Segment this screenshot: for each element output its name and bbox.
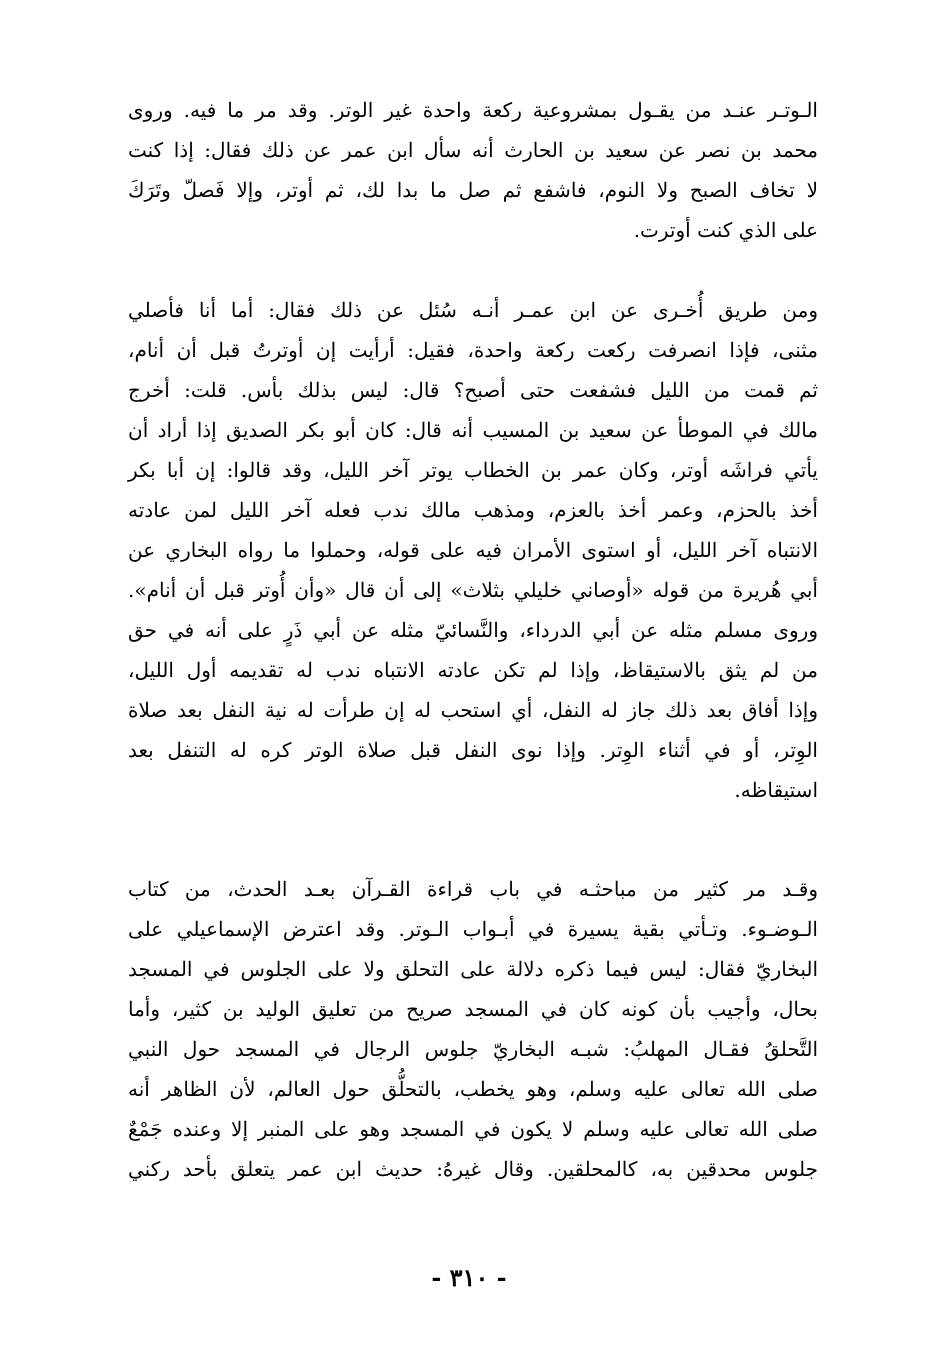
text-line: بحال، وأجيب بأن كونه كان في المسجد صريح من تعليق الوليد بن كثير، وأما: [128, 997, 818, 1021]
text-line: ثم قمت من الليل فشفعت حتى أصبح؟ قال: ليس بذلك بأس. قلت: أخرج: [128, 378, 818, 402]
text-line: لا تخاف الصبح ولا النوم، فاشفع ثم صل ما بدا لك، ثم أوتر، وإلا فَصلّ وتَرَكَ: [128, 178, 818, 202]
paragraph-2: [128, 290, 818, 810]
text-line: الوِتر، أو في أثناء الوِتر. وإذا نوى النفل قبل صلاة الوتر كره له التنفل بعد: [128, 738, 818, 762]
text-line: الانتباه آخر الليل، أو استوى الأمران فيه على قوله، وحملوا ما رواه البخاري عن: [128, 538, 818, 562]
text-line: مثنى، فإذا انصرفت ركعت ركعة واحدة، فقيل: أرأيت إن أوترتُ قبل أن أنام،: [128, 338, 818, 362]
text-line: وإذا أفاق بعد ذلك جاز له النفل، أي استحب له إن طرأت له نية النفل بعد صلاة: [128, 698, 818, 722]
text-line: مالك في الموطأ عن سعيد بن المسيب أنه قال: كان أبو بكر الصديق إذا أراد أن: [128, 418, 818, 442]
text-line: وروى مسلم مثله عن أبي الدرداء، والنَّسائيّ مثله عن أبي ذَرٍ على أنه في حق: [128, 618, 818, 642]
page-number: - ٣١٠ -: [431, 1263, 507, 1292]
text-line: من لم يثق بالاستيقاظ، وإذا لم تكن عادته الانتباه ندب له تقديمه أول الليل،: [128, 658, 818, 682]
text-line: أبي هُريرة من قوله «أوصاني خليلي بثلاث» إلى أن قال «وأن أُوتر قبل أن أنام».: [128, 578, 818, 602]
text-line: وقـد مر كثير من مباحثـه في باب قراءة القـرآن بعـد الحدث، من كتاب: [128, 877, 818, 901]
text-line: جلوس محدقين به، كالمحلقين. وقال غيرهُ: حديث ابن عمر يتعلق بأحد ركني: [128, 1157, 818, 1181]
text-line: أخذ بالحزم، وعمر أخذ بالعزم، ومذهب مالك ندب فعله آخر الليل لمن عادته: [128, 498, 818, 522]
paragraph-3: [128, 869, 818, 1189]
paragraph-1: [128, 90, 818, 250]
text-line: ومن طريق أُخـرى عن ابن عمـر أنـه سُئل عن ذلك فقال: أما أنا فأصلي: [128, 298, 818, 322]
text-line: صلى الله تعالى عليه وسلم، وهو يخطب، بالتحلُّق حول العالم، لأن الظاهر أنه: [128, 1077, 818, 1101]
text-line: محمد بن نصر عن سعيد بن الحارث أنه سأل ابن عمر عن ذلك فقال: إذا كنت: [128, 138, 818, 162]
text-line: على الذي كنت أوترت.: [633, 218, 818, 242]
text-line: الـوضـوء. وتـأتي بقية يسيرة في أبـواب الـوتر. وقد اعترض الإسماعيلي على: [128, 917, 818, 941]
text-line: استيقاظه.: [734, 778, 818, 802]
text-line: التَّحلقُ فقـال المهلبُ: شبـه البخاريّ جلوس الرجال في المسجد حول النبي: [128, 1037, 818, 1061]
text-line: صلى الله تعالى عليه وسلم لا يكون في المسجد وهو على المنبر إلا وعنده جَمْعٌ: [128, 1117, 818, 1141]
text-line: الـوتـر عنـد من يقـول بمشروعية ركعة واحدة غير الوتر. وقد مر ما فيه. وروى: [128, 98, 818, 122]
text-line: البخاريّ فقال: ليس فيما ذكره دلالة على التحلق ولا على الجلوس في المسجد: [128, 957, 818, 981]
text-line: يأتي فراشَه أوتر، وكان عمر بن الخطاب يوتر آخر الليل، وقد قالوا: إن أبا بكر: [128, 458, 818, 482]
